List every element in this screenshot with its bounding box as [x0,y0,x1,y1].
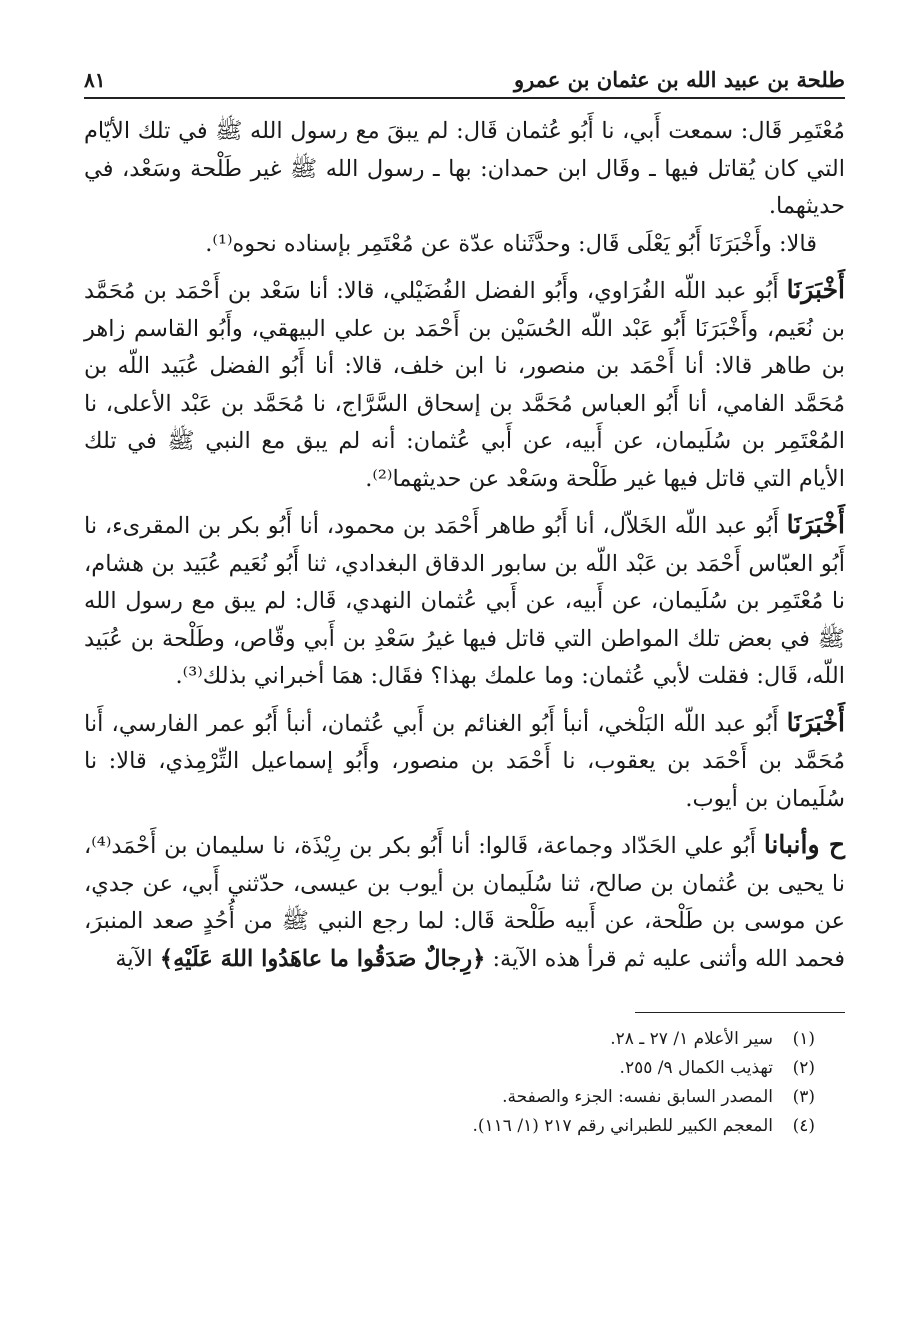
running-header [84,62,845,92]
header-rule [84,97,845,99]
isnad-lead: أَخْبَرَنَا [786,275,845,304]
isnad-lead: أَخْبَرَنَا [786,707,845,737]
isnad-lead: أَخْبَرَنَا [786,510,845,539]
paragraph: أَخْبَرَنَا أَبُو عبد اللّه الفُرَاوي، وأَبُو الفضل الفُضَيْلي، قالا: أنا سَعْد بن أَحْمَد بن مُحَمَّد بن نُعَيم، وأَخْبَرَنَا أَبُو عَبْد اللّه الحُسَيْن بن أَحْمَد بن علي البيهقي، وأَبُو القاسم زاهر بن طاهر قالا: أنا أَحْمَد بن منصور، نا ابن خلف، قالا: أنا أَبُو الفضل عُبَيد اللّه بن مُحَمَّد الفامي، أنا أَبُو العباس مُحَمَّد بن إسحاق السَّرَّاج، نا مُحَمَّد بن عَبْد الأعلى، نا المُعْتَمِر بن سُلَيمان، عن أَبيه، عن أَبي عُثمان: أنه لم يبق مع النبي ﷺ في تلك الأيام التي قاتل فيها غير طَلْحة وسَعْد عن حديثهما⁽²⁾. [84,275,845,492]
page-number: ٨١ [84,68,106,92]
quran-quote: ﴿رِجالٌ صَدَقُوا ما عاهَدُوا اللهَ عَلَيْهِ﴾ [159,945,486,972]
paragraph: مُعْتَمِر قَال: سمعت أَبي، نا أَبُو عُثمان قَال: لم يبقَ مع رسول الله ﷺ في تلك الأيّام التي كان يُقاتل فيها ـ وقَال ابن حمدان: بها ـ رسول الله ﷺ غير طَلْحة وسَعْد، في حديثهما. [84,118,845,219]
main-text [84,113,845,978]
paragraph: أَخْبَرَنَا أَبُو عبد اللّه الخَلاّل، أنا أَبُو طاهر أَحْمَد بن محمود، أنا أَبُو بكر بن المقرىء، نا أَبُو العبّاس أَحْمَد بن عَبْد اللّه بن سابور الدقاق البغدادي، ثنا أَبُو نُعَيم عُبَيد بن هشام، نا مُعْتَمِر بن سُلَيمان، عن أَبيه، عن أَبي عُثمان النهدي، قَال: لم يبق مع رسول الله ﷺ في بعض تلك المواطن التي قاتل فيها غيرُ سَعْدِ بن أَبي وقّاص، وطَلْحة بن عُبَيد اللّه، قَال: فقلت لأبي عُثمان: وما علمك بهذا؟ فقَال: همَا أخبراني بذلك⁽³⁾. [84,510,845,689]
paragraph: ح وأنبانا أَبُو علي الحَدّاد وجماعة، قَالوا: أنا أَبُو بكر بن رِيْذَة، نا سليمان بن أَحْمَد⁽⁴⁾، نا يحيى بن عُثمان بن صالح، ثنا سُلَيمان بن أيوب بن عيسى، حدّثني أَبي، عن جدي، عن موسى بن طَلْحة، عن أَبيه طَلْحة قَال: لما رجع النبي ﷺ من أُحُدٍ صعد المنبرَ، فحمد الله وأثنى عليه ثم قرأ هذه الآية: ﴿رِجالٌ صَدَقُوا ما عاهَدُوا اللهَ عَلَيْهِ﴾ الآية [84,830,845,972]
footnote: (٤) المعجم الكبير للطبراني رقم ٢١٧ (١/ ١١٦). [472,1116,815,1136]
paragraph: أَخْبَرَنَا أَبُو عبد اللّه البَلْخي، أنبأ أَبُو الغنائم بن أَبي عُثمان، أنبأ أَبُو عمر الفارسي، أَنا مُحَمَّد بن أَحْمَد بن يعقوب، نا أَحْمَد بن منصور، وأَبُو إسماعيل التِّرْمِذي، قالا: نا سُلَيمان بن أيوب. [84,707,845,812]
footnote: (٣) المصدر السابق نفسه: الجزء والصفحة. [502,1087,815,1107]
footnotes [84,1025,845,1141]
footnote-rule [635,1012,845,1013]
footnote: (٢) تهذيب الكمال ٩/ ٢٥٥. [619,1058,815,1078]
isnad-lead: ح وأنبانا [763,830,845,859]
footnote: (١) سير الأعلام ١/ ٢٧ ـ ٢٨. [610,1029,815,1049]
paragraph: قالا: وأَخْبَرَنَا أَبُو يَعْلَى قَال: وحدَّثَناه عدّة عن مُعْتَمِر بإسناده نحوه⁽¹⁾. [205,230,817,257]
header-title: طلحة بن عبيد الله بن عثمان بن عمرو [513,67,845,92]
